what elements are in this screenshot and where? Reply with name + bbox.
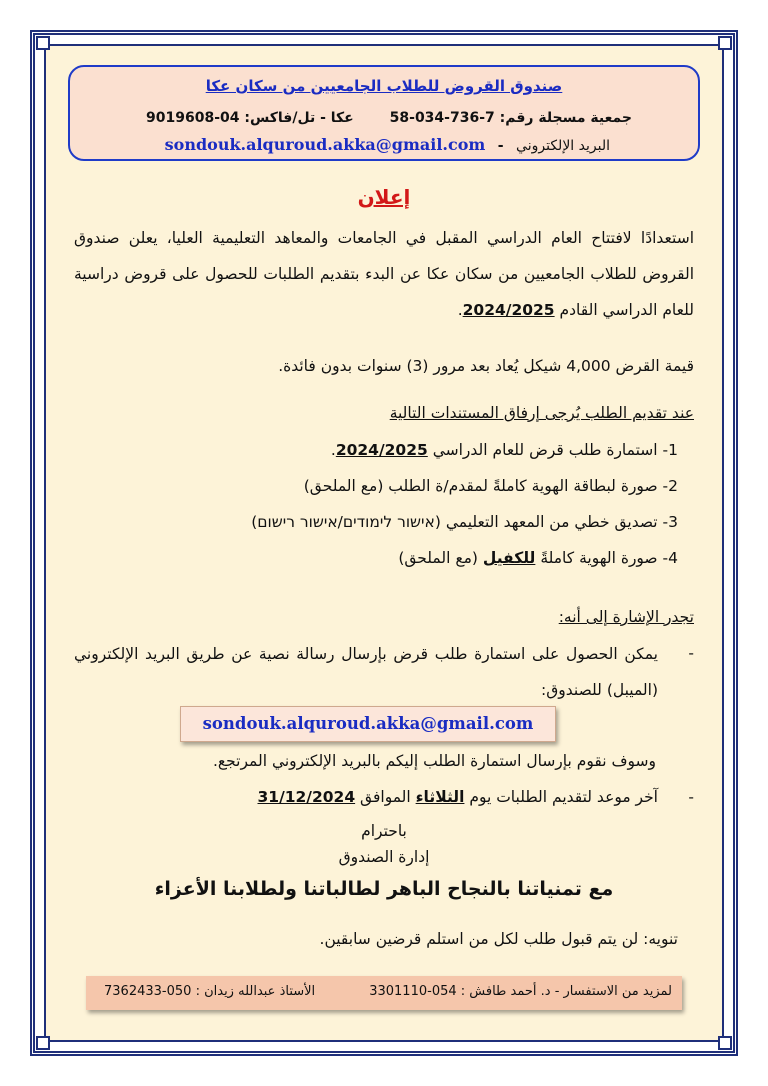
contact-2-text: الأستاذ عبدالله زيدان : 050-7362433 xyxy=(104,984,316,999)
intro-period: . xyxy=(457,301,463,319)
email-label: البريد الإلكتروني xyxy=(516,138,610,154)
document-item-1-year: 2024/2025 xyxy=(335,441,428,459)
email-row xyxy=(165,135,610,154)
email-separator: - xyxy=(497,138,504,154)
note-1: يمكن الحصول على استمارة طلب قرض بإرسال رسالة نصية عن طريق البريد الإلكتروني (الميبل) للصندوق: xyxy=(74,645,658,699)
contact-footer xyxy=(86,976,682,1010)
notes-heading: تجدر الإشارة إلى أنه: xyxy=(558,608,694,626)
closing-slogan: مع تمنياتنا بالنجاح الباهر لطالباتنا ولطلابنا الأعزاء xyxy=(154,878,614,900)
contact-2 xyxy=(104,984,315,999)
loan-value: قيمة القرض 4,000 شيكل يُعاد بعد مرور (3) سنوات بدون فائدة. xyxy=(278,357,694,375)
academic-year: 2024/2025 xyxy=(462,301,555,319)
corner-ornament xyxy=(718,36,732,50)
announcement-title: إعلان xyxy=(357,185,411,209)
corner-ornament xyxy=(36,1036,50,1050)
deadline-note xyxy=(258,788,659,806)
note-1-bullet: - xyxy=(688,644,694,662)
document-item-4-text: 4- صورة الهوية كاملةً xyxy=(540,549,678,567)
guarantor-label: للكفيل xyxy=(482,549,536,567)
document-item-1-text: 1- استمارة طلب قرض للعام الدراسي xyxy=(432,441,678,459)
intro-text: استعدادًا لافتتاح العام الدراسي المقبل في الجامعات والمعاهد التعليمية العليا، يعلن صندوق القروض للطلاب الجامعيين من سكان عكا عن البدء بتقديم الطلبات للحصول على قروض دراسية للعام الدراسي القادم xyxy=(74,229,694,319)
deadline-mid: الموافق xyxy=(360,788,411,806)
header-email[interactable]: sondouk.alquroud.akka@gmail.com xyxy=(164,135,486,154)
intro-paragraph xyxy=(74,220,694,328)
notice: تنويه: لن يتم قبول طلب لكل من استلم قرضين سابقين. xyxy=(319,930,678,948)
document-item-4 xyxy=(398,549,678,567)
deadline-date: 31/12/2024 xyxy=(257,788,356,806)
document-item-1-period: . xyxy=(330,441,336,459)
contact-1: لمزيد من الاستفسار - د. أحمد طافش : 054-3301110 xyxy=(369,984,672,999)
deadline-text: آخر موعد لتقديم الطلبات يوم xyxy=(469,788,658,806)
application-email[interactable]: sondouk.alquroud.akka@gmail.com xyxy=(180,706,556,742)
deadline-day: الثلاثاء xyxy=(415,788,465,806)
regards: باحترام xyxy=(361,822,407,840)
document-item-3: 3- تصديق خطي من المعهد التعليمي (אישור לימודים/אישור רישום) xyxy=(251,513,678,531)
registration-number: جمعية مسجلة رقم: 7-736-034-58 xyxy=(389,110,632,126)
phone-fax: عكا - تل/فاكس: 04-9019608 xyxy=(146,110,354,126)
corner-ornament xyxy=(36,36,50,50)
document-item-1 xyxy=(331,441,678,459)
document-item-4-end: (مع الملحق) xyxy=(398,549,478,567)
note-1-followup: وسوف نقوم بإرسال استمارة الطلب إليكم بالبريد الإلكتروني المرتجع. xyxy=(212,752,656,770)
note-2-bullet: - xyxy=(688,788,694,806)
document-page xyxy=(52,52,716,1034)
organization-name: صندوق القروض للطلاب الجامعيين من سكان عكا xyxy=(205,77,563,95)
letterhead xyxy=(68,65,700,161)
corner-ornament xyxy=(718,1036,732,1050)
document-item-2: 2- صورة لبطاقة الهوية كاملةً لمقدم/ة الطلب (مع الملحق) xyxy=(303,477,678,495)
documents-heading: عند تقديم الطلب يُرجى إرفاق المستندات التالية xyxy=(389,404,694,422)
signature: إدارة الصندوق xyxy=(338,848,430,866)
